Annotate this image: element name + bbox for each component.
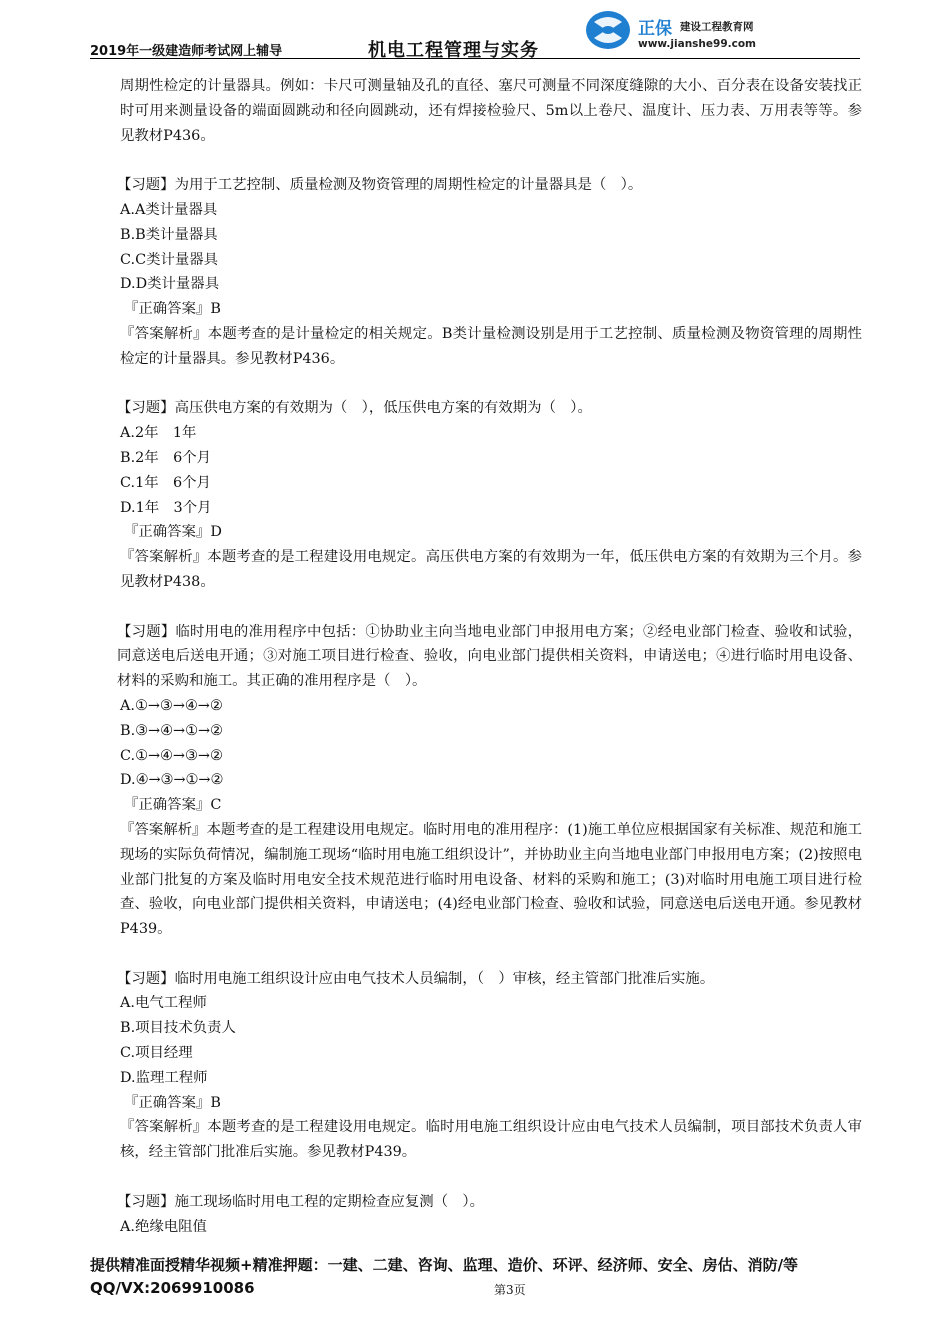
question-stem: 【习题】施工现场临时用电工程的定期检查应复测（ ）。 — [117, 1193, 484, 1210]
correct-answer: 『正确答案』C — [124, 797, 222, 814]
question-block — [117, 396, 862, 594]
footer-promo-text: 提供精准面授精华视频+精准押题：一建、二建、咨询、监理、造价、环评、经济师、安全、房估、消防/等 — [90, 1256, 799, 1274]
page-header — [0, 0, 950, 62]
answer-analysis: 『答案解析』本题考查的是工程建设用电规定。临时用电施工组织设计应由电气技术人员编制，项目部技术负责人审核，经主管部门批准后实施。参见教材P439。 — [120, 1119, 862, 1161]
question-block — [117, 620, 862, 942]
intro-paragraph: 周期性检定的计量器具。例如：卡尺可测量轴及孔的直径、塞尺可测量不同深度缝隙的大小、百分表在设备安装找正时可用来测量设备的端面圆跳动和径向圆跳动，还有焊接检验尺、5m以上卷尺、温度计、压力表、万用表等等。参见教材P436。 — [120, 78, 862, 144]
option: D.1年 3个月 — [120, 499, 212, 516]
footer-contact-text: QQ/VX:2069910086 — [90, 1279, 255, 1297]
option: A.电气工程师 — [120, 995, 207, 1012]
question-stem: 【习题】临时用电施工组织设计应由电气技术人员编制，（ ）审核，经主管部门批准后实施。 — [117, 970, 715, 987]
answer-analysis: 『答案解析』本题考查的是计量检定的相关规定。B类计量检测设别是用于工艺控制、质量检测及物资管理的周期性检定的计量器具。参见教材P436。 — [120, 325, 862, 367]
question-stem: 【习题】临时用电的准用程序中包括：①协助业主向当地电业部门申报用电方案；②经电业部门检查、验收和试验，同意送电后送电开通；③对施工项目进行检查、验收，向电业部门提供相关资料，申请送电；④进行临时用电设备、材料的采购和施工。其正确的准用程序是（ ）。 — [117, 623, 862, 690]
header-subject-title: 机电工程管理与实务 — [368, 40, 539, 61]
option: B.③→④→①→② — [120, 722, 223, 739]
option: A.绝缘电阻值 — [120, 1218, 207, 1235]
option: A.①→③→④→② — [120, 697, 223, 714]
correct-answer: 『正确答案』B — [124, 1094, 221, 1111]
correct-answer: 『正确答案』B — [124, 301, 221, 318]
brand-logo[interactable] — [584, 6, 784, 56]
option: D.④→③→①→② — [120, 772, 224, 789]
question-block — [117, 1190, 862, 1240]
option: D.D类计量器具 — [120, 276, 220, 293]
correct-answer: 『正确答案』D — [124, 524, 222, 541]
logo-swirl-icon — [584, 8, 632, 52]
option: B.项目技术负责人 — [120, 1020, 236, 1037]
header-rule — [90, 58, 860, 59]
option: C.C类计量器具 — [120, 251, 219, 268]
document-body — [117, 74, 862, 1239]
logo-brand-text: 正保 — [638, 19, 672, 39]
question-stem: 【习题】高压供电方案的有效期为（ ），低压供电方案的有效期为（ ）。 — [117, 400, 592, 417]
option: A.2年 1年 — [120, 425, 197, 442]
question-block — [117, 967, 862, 1165]
answer-analysis: 『答案解析』本题考查的是工程建设用电规定。临时用电的准用程序：(1)施工单位应根据国家有关标准、规范和施工现场的实际负荷情况，编制施工现场“临时用电施工组织设计”，并协助业主向当地电业部门申报用电方案；(2)按照电业部门批复的方案及临时用电安全技术规范进行临时用电设备、材料的采购和施工；(3)对临时用电施工项目进行检查、验收，向电业部门提供相关资料，申请送电；(4)经电业部门检查、验收和试验，同意送电后送电开通。参见教材P439。 — [120, 821, 862, 938]
option: C.①→④→③→② — [120, 747, 223, 764]
answer-analysis: 『答案解析』本题考查的是工程建设用电规定。高压供电方案的有效期为一年，低压供电方案的有效期为三个月。参见教材P438。 — [120, 549, 862, 590]
option: B.2年 6个月 — [120, 449, 212, 466]
question-block — [117, 173, 862, 371]
logo-url-text: www.jianshe99.com — [638, 38, 757, 50]
header-exam-title: 2019年一级建造师考试网上辅导 — [90, 44, 283, 59]
page-number: 第3页 — [494, 1283, 526, 1297]
option: C.1年 6个月 — [120, 474, 211, 491]
logo-sub-text: 建设工程教育网 — [680, 21, 754, 33]
question-stem: 【习题】为用于工艺控制、质量检测及物资管理的周期性检定的计量器具是（ ）。 — [117, 177, 643, 194]
option: D.监理工程师 — [120, 1069, 208, 1086]
option: C.项目经理 — [120, 1045, 193, 1062]
option: B.B类计量器具 — [120, 226, 218, 243]
option: A.A类计量器具 — [120, 201, 218, 218]
